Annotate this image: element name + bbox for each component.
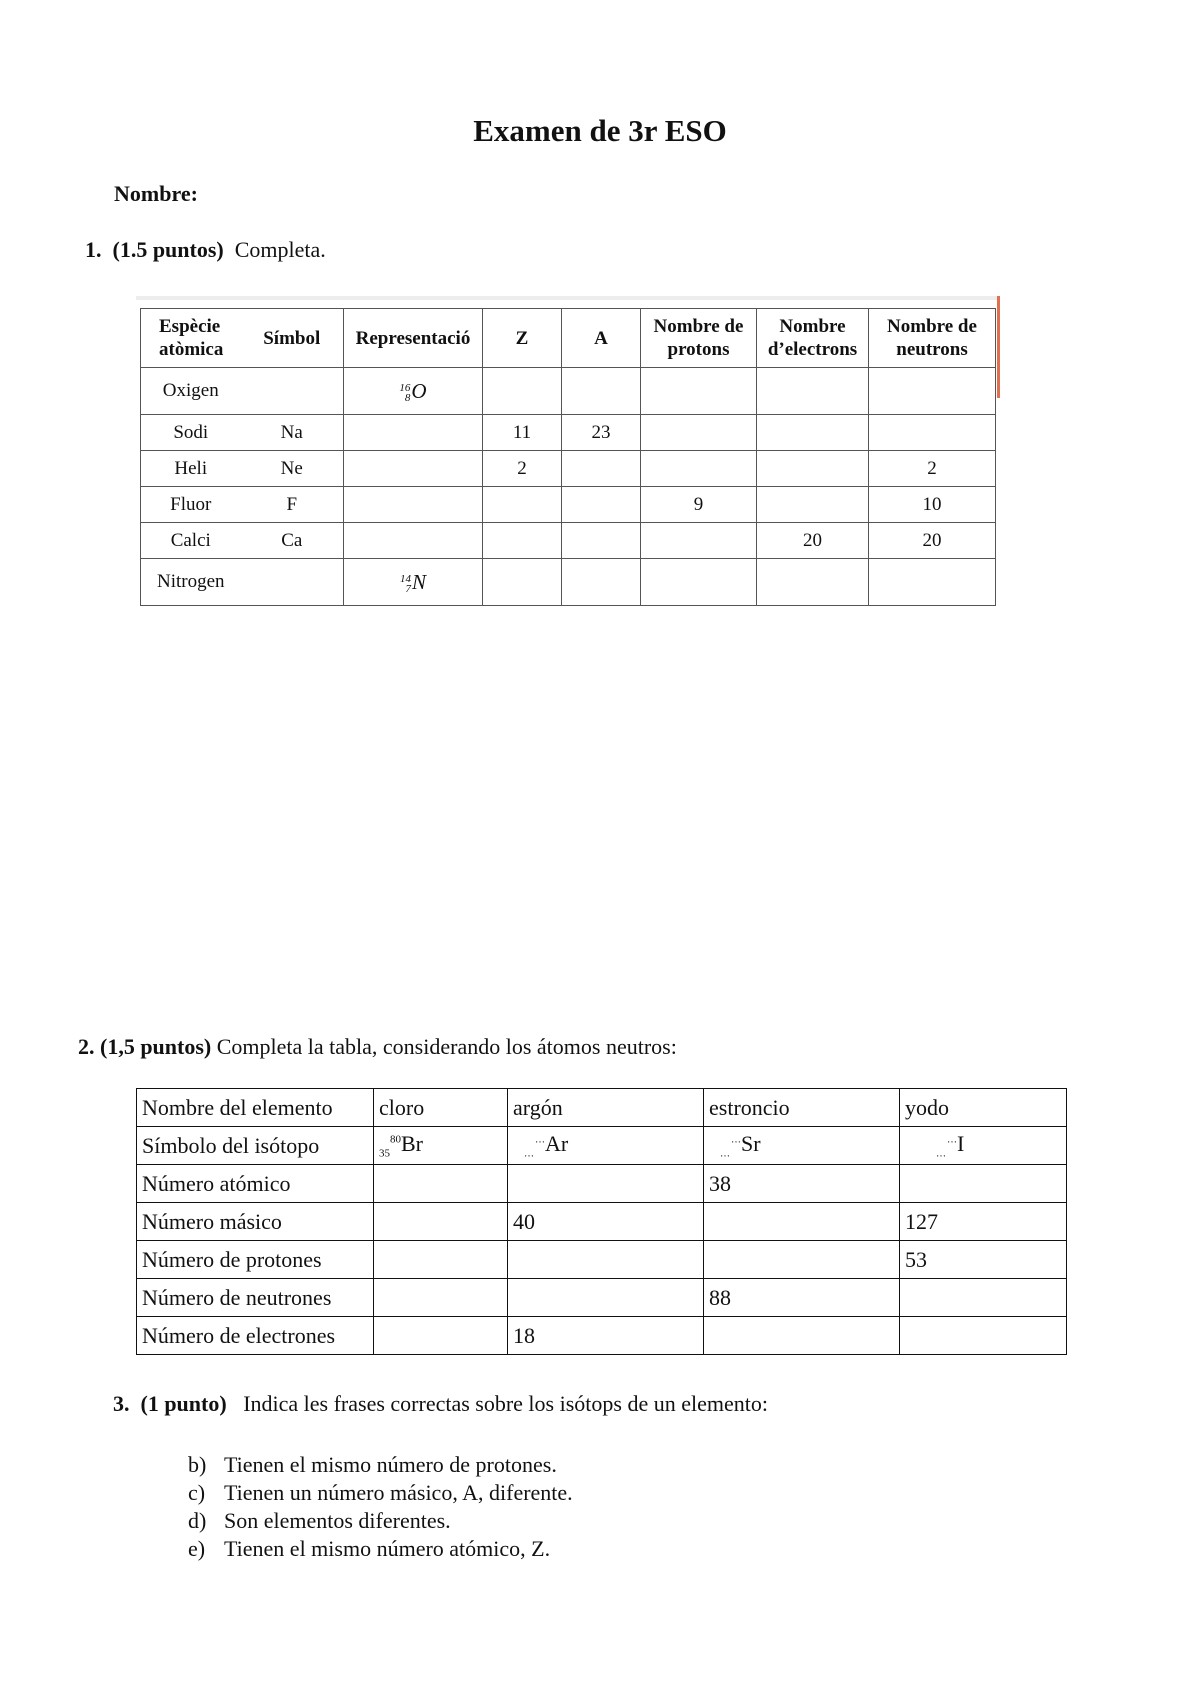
table-1-cell: F: [241, 487, 344, 523]
table-1-header-cell: A: [562, 309, 641, 368]
table-1-cell: Calci: [141, 523, 241, 559]
value-cell: [374, 1203, 508, 1241]
row-label: Número másico: [137, 1203, 374, 1241]
element-symbol: Br: [401, 1131, 423, 1157]
value-cell: 88: [704, 1279, 900, 1317]
table-1-cell: 23: [562, 415, 641, 451]
mass-number-blank: …: [731, 1134, 741, 1146]
atomic-species-table: [140, 308, 996, 606]
question-3-text: Indica les frases correctas sobre los isótops de un elemento:: [243, 1391, 768, 1416]
table-1-cell: [641, 415, 757, 451]
table-1-cell: [757, 451, 869, 487]
table-1-cell: Ne: [241, 451, 344, 487]
table-1-cell: [241, 559, 344, 606]
value-cell: [704, 1203, 900, 1241]
question-3-number: 3.: [113, 1391, 130, 1416]
element-name-cell: yodo: [900, 1089, 1067, 1127]
table-1-cell: 10: [869, 487, 996, 523]
table-1-cell: 9: [641, 487, 757, 523]
table-2-row: [137, 1165, 1067, 1203]
mass-number: 14: [399, 572, 411, 585]
value-cell: 18: [508, 1317, 704, 1355]
isotope-symbol-cell: [900, 1127, 1067, 1165]
table-1-cell: 20: [757, 523, 869, 559]
value-cell: [508, 1279, 704, 1317]
value-cell: [374, 1317, 508, 1355]
table-1-cell: Na: [241, 415, 344, 451]
table-1-cell: [483, 523, 562, 559]
table-1-cell: Heli: [141, 451, 241, 487]
option-text: Tienen el mismo número de protones.: [224, 1452, 557, 1477]
isotope-symbol-cell: [508, 1127, 704, 1165]
question-3-points: (1 punto): [140, 1391, 227, 1416]
table-1-cell: [869, 559, 996, 606]
question-2-points: (1,5 puntos): [100, 1034, 212, 1059]
table-1-cell: [757, 415, 869, 451]
question-1: [85, 237, 326, 263]
question-1-points: (1.5 puntos): [112, 237, 224, 262]
value-cell: [704, 1317, 900, 1355]
value-cell: 40: [508, 1203, 704, 1241]
value-cell: [704, 1241, 900, 1279]
table-1-cell: [562, 368, 641, 415]
table-1-cell: [562, 451, 641, 487]
atomic-number: 35: [379, 1147, 390, 1160]
table-1-cell: 2: [483, 451, 562, 487]
table-1-cell: 2: [869, 451, 996, 487]
table-1-cell: [483, 487, 562, 523]
element-name-cell: argón: [508, 1089, 704, 1127]
element-symbol: O: [411, 378, 427, 403]
page-title: Examen de 3r ESO: [473, 113, 727, 148]
value-cell: 38: [704, 1165, 900, 1203]
option-text: Son elementos diferentes.: [224, 1508, 451, 1533]
value-cell: [900, 1165, 1067, 1203]
answer-options: [188, 1451, 573, 1563]
element-symbol: Ar: [545, 1131, 569, 1157]
table-2-row: [137, 1203, 1067, 1241]
value-cell: [900, 1279, 1067, 1317]
row-label: Número de protones: [137, 1241, 374, 1279]
table-2-row: [137, 1317, 1067, 1355]
atomic-number: 7: [405, 582, 411, 595]
value-cell: [374, 1241, 508, 1279]
element-name-cell: cloro: [374, 1089, 508, 1127]
question-2-text: Completa la tabla, considerando los átomos neutros:: [216, 1034, 677, 1059]
table-2-row: [137, 1279, 1067, 1317]
element-symbol: I: [957, 1131, 965, 1157]
table-1-cell: [344, 523, 483, 559]
table-1-header-cell: Nombre de protons: [641, 309, 757, 368]
table-1-cell: [641, 451, 757, 487]
table-1-header-cell: Representació: [344, 309, 483, 368]
value-cell: [508, 1241, 704, 1279]
table-1-row: [141, 451, 996, 487]
mass-number-blank: …: [535, 1134, 545, 1146]
table-1-header-cell: Espècie atòmica: [141, 309, 241, 368]
answer-option: [188, 1451, 573, 1479]
table-1-cell: [483, 559, 562, 606]
value-cell: [900, 1317, 1067, 1355]
element-symbol: Sr: [741, 1131, 761, 1157]
question-1-number: 1.: [85, 237, 102, 262]
table-1-cell: Oxigen: [141, 368, 241, 415]
table-1-cell: [562, 559, 641, 606]
option-text: Tienen un número másico, A, diferente.: [224, 1480, 573, 1505]
table-1-row: [141, 559, 996, 606]
option-letter: b): [188, 1452, 207, 1477]
table-1-cell: Sodi: [141, 415, 241, 451]
answer-option: [188, 1507, 573, 1535]
isotope-symbol-cell: [374, 1127, 508, 1165]
row-label: Símbolo del isótopo: [137, 1127, 374, 1165]
table-1-row: [141, 523, 996, 559]
table-1-cell: [562, 487, 641, 523]
value-cell: [508, 1165, 704, 1203]
table-1-cell: [241, 368, 344, 415]
table-1-header-cell: Nombre de neutrons: [869, 309, 996, 368]
table-1-header-cell: Nombre d’electrons: [757, 309, 869, 368]
table-1-cell: 11: [483, 415, 562, 451]
element-symbol: N: [411, 569, 426, 594]
table-1-cell: Fluor: [141, 487, 241, 523]
value-cell: 53: [900, 1241, 1067, 1279]
table-1-cell: [344, 415, 483, 451]
table-1-cell: [483, 368, 562, 415]
value-cell: [374, 1279, 508, 1317]
image-top-strip: [136, 296, 1000, 300]
isotope-symbol-cell: [704, 1127, 900, 1165]
option-letter: e): [188, 1536, 206, 1561]
option-letter: d): [188, 1508, 207, 1533]
table-1-cell: [641, 368, 757, 415]
row-label: Número de electrones: [137, 1317, 374, 1355]
value-cell: 127: [900, 1203, 1067, 1241]
table-1-cell: Ca: [241, 523, 344, 559]
table-1-cell: [757, 487, 869, 523]
table-1-header-row: [141, 309, 996, 368]
table-1-cell: [757, 559, 869, 606]
name-label: Nombre:: [114, 181, 198, 206]
table-1-cell: 20: [869, 523, 996, 559]
isotope-representation: [344, 559, 483, 606]
table-1-cell: [641, 559, 757, 606]
question-1-text: Completa.: [234, 237, 326, 262]
table-1-row: [141, 487, 996, 523]
table-1-cell: [869, 368, 996, 415]
atomic-number: 8: [404, 391, 411, 404]
row-label: Nombre del elemento: [137, 1089, 374, 1127]
row-label: Número atómico: [137, 1165, 374, 1203]
table-1-cell: [344, 487, 483, 523]
row-label: Número de neutrones: [137, 1279, 374, 1317]
table-1-row: [141, 415, 996, 451]
table-1-row: [141, 368, 996, 415]
table-1-image: [136, 296, 1000, 640]
option-letter: c): [188, 1480, 206, 1505]
answer-option: [188, 1535, 573, 1563]
mass-number: 80: [390, 1133, 401, 1146]
isotope-numbers: [400, 574, 411, 594]
isotope-representation: [344, 368, 483, 415]
image-edge-marker: [997, 296, 1000, 398]
mass-number: 16: [399, 381, 411, 394]
element-name-cell: estroncio: [704, 1089, 900, 1127]
table-1-cell: [641, 523, 757, 559]
table-1-cell: [757, 368, 869, 415]
question-2: [78, 1034, 677, 1060]
question-2-number: 2.: [78, 1034, 95, 1059]
atomic-number-blank: …: [720, 1148, 731, 1160]
atomic-number-blank: …: [524, 1148, 535, 1160]
table-1-cell: Nitrogen: [141, 559, 241, 606]
isotope-table: [136, 1088, 1067, 1355]
table-2-row: [137, 1241, 1067, 1279]
table-1-header-cell: Z: [483, 309, 562, 368]
table-1-cell: [562, 523, 641, 559]
table-2-row: [137, 1089, 1067, 1127]
table-2-row: [137, 1127, 1067, 1165]
table-1-cell: [344, 451, 483, 487]
question-3: [113, 1391, 768, 1417]
atomic-number-blank: …: [936, 1148, 947, 1160]
table-1-cell: [869, 415, 996, 451]
table-1-header-cell: Símbol: [241, 309, 344, 368]
option-text: Tienen el mismo número atómico, Z.: [224, 1536, 551, 1561]
isotope-numbers: [399, 383, 410, 403]
value-cell: [374, 1165, 508, 1203]
mass-number-blank: …: [947, 1134, 957, 1146]
answer-option: [188, 1479, 573, 1507]
